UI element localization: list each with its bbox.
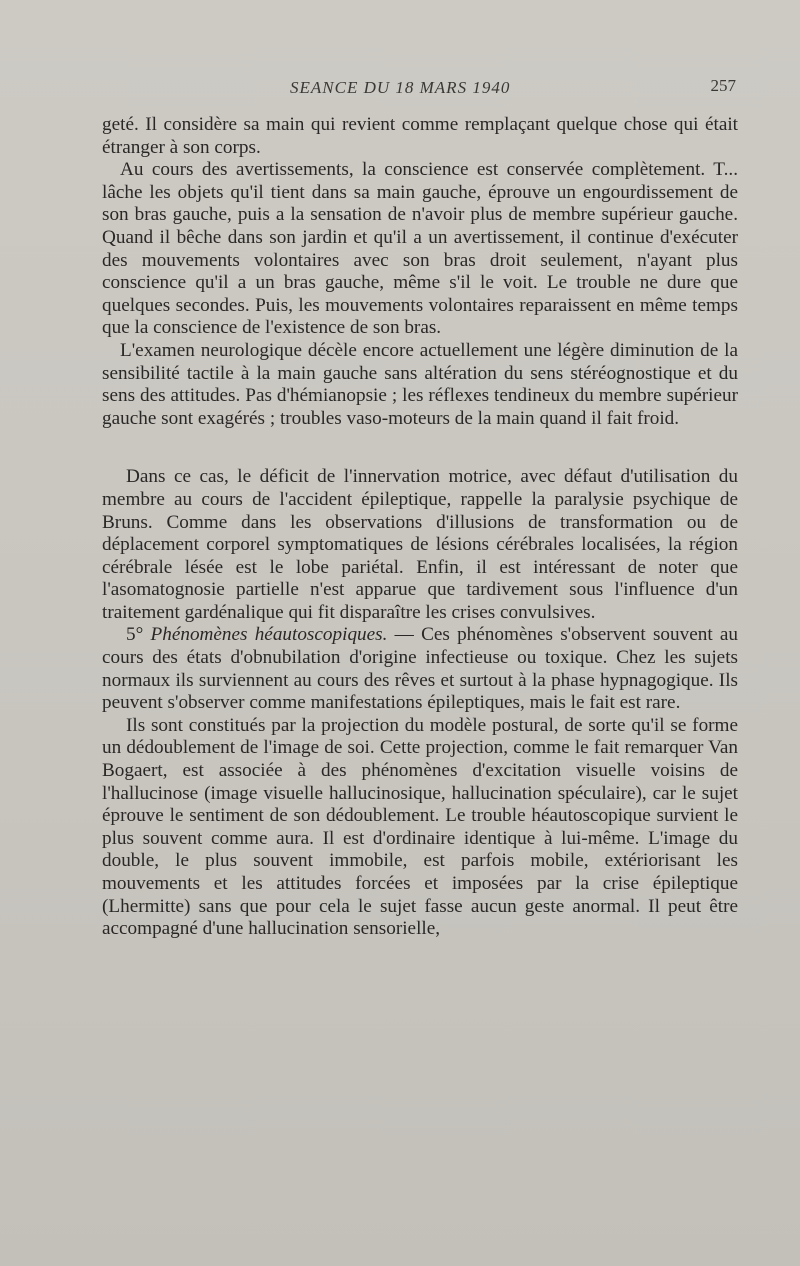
section-text: Ces phénomènes s'observent souvent au cours des états d'obnubilation d'origine infectieuse ou toxique. Chez les sujets normaux ils surviennent au cours des rêves et surtout à la phase hypnagogique. Ils peuvent s'observer comme manifestations épileptiques, mais le fait est rare. xyxy=(102,624,738,714)
paragraph-continuation: geté. Il considère sa main qui revient comme remplaçant quelque chose qui était étranger à son corps. xyxy=(102,114,738,158)
running-head xyxy=(104,76,736,106)
section-dash: — xyxy=(394,624,414,646)
page-number: 257 xyxy=(710,76,736,95)
paragraph-examen: L'examen neurologique décèle encore actuellement une légère diminution de la sensibilité tactile à la main gauche sans altération du sens stéréognostique et du sens des attitudes. Pas d'hémianopsie ; les réflexes tendineux du membre supérieur gauche sont exagérés ; troubles vaso-moteurs de la main quand il fait froid. xyxy=(102,339,738,429)
running-title: SEANCE DU 18 MARS 1940 xyxy=(290,78,511,97)
paragraph-discussion: Dans ce cas, le déficit de l'innervation motrice, avec défaut d'utilisation du membre au cours de l'accident épileptique, rappelle la paralysie psychique de Bruns. Comme dans les observations d'illusions de transformation ou de déplacement corporel symptomatiques de lésions cérébrales localisées, la région cérébrale lésée est le lobe pariétal. Enfin, il est intéressant de noter que l'asomatognosie partielle n'est apparue que tardivement sous l'influence d'un traitement gardénalique qui fit disparaître les crises convulsives. xyxy=(102,466,738,623)
section-5-paragraph xyxy=(102,624,738,714)
section-number: 5° xyxy=(126,624,144,646)
paragraph-avertissements: Au cours des avertissements, la conscience est conservée complètement. T... lâche les objets qu'il tient dans sa main gauche, éprouve un engourdissement de son bras gauche, puis a la sensation de n'avoir plus de membre supérieur gauche. Quand il bêche dans son jardin et qu'il a un avertissement, il continue d'exécuter des mouvements volontaires avec son bras droit seulement, n'ayant plus conscience qu'il a un bras gauche, même s'il le voit. Le trouble ne dure que quelques secondes. Puis, les mouvements volontaires reparaissent en même temps que la conscience de l'existence de son bras. xyxy=(102,159,738,339)
page-body xyxy=(102,114,738,941)
paragraph-final: Ils sont constitués par la projection du modèle postural, de sorte qu'il se forme un dédoublement de l'image de soi. Cette projection, comme le fait remarquer Van Bogaert, est associée à des phénomènes d'excitation visuelle voisins de l'hallucinose (image visuelle hallucinosique, hallucination spéculaire), car le sujet éprouve le sentiment de son dédoublement. Le trouble héautoscopique survient le plus souvent comme aura. Il est d'ordinaire identique à lui-même. L'image du double, le plus souvent immobile, est parfois mobile, extériorisant les mouvements et les attitudes forcées et imposées par la crise épileptique (Lhermitte) sans que pour cela le sujet fasse aucun geste anormal. Il peut être accompagné d'une hallucination sensorielle, xyxy=(102,714,738,940)
section-title: Phénomènes héautoscopiques. xyxy=(150,624,388,646)
